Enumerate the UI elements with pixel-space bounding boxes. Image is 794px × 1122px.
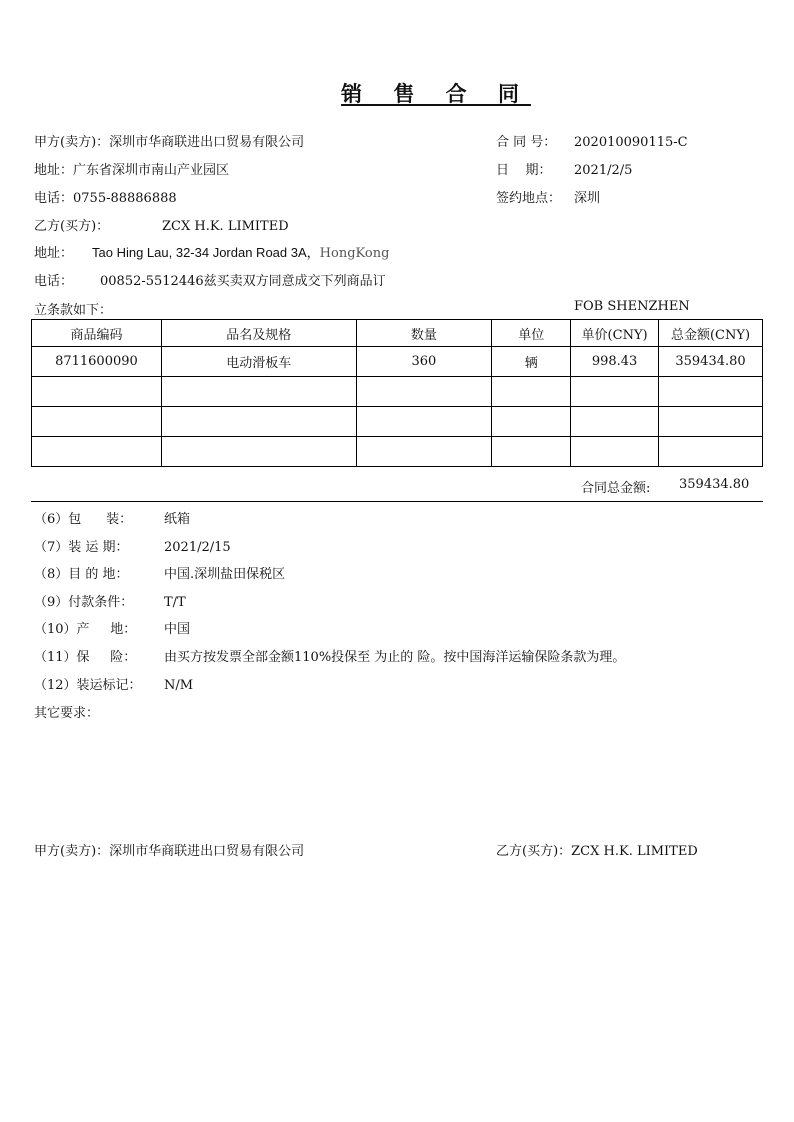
other-requirements: 其它要求： (34, 706, 100, 721)
clause-payment (34, 591, 186, 610)
clause-shipment (34, 536, 231, 555)
cell-code: 8711600090 (32, 347, 162, 377)
buyer-signature: 乙方(买方)：ZCX H.K. LIMITED (496, 844, 698, 859)
cell-quantity (356, 407, 492, 437)
cell-quantity (356, 437, 492, 467)
contract-number-row (496, 131, 688, 150)
buyer-address-city: HongKong (319, 246, 390, 261)
cell-unit (492, 377, 571, 407)
buyer-address-label: 地址： (34, 246, 74, 261)
contract-date-row (496, 159, 632, 178)
clause-packing (34, 508, 190, 527)
cell-quantity: 360 (356, 347, 492, 377)
terms-intro: 立条款如下： (34, 303, 113, 318)
header-unit-price: 单价(CNY) (571, 320, 659, 347)
cell-code (32, 407, 162, 437)
contract-date: 2021/2/5 (574, 163, 633, 178)
buyer-phone-label: 电话： (34, 274, 74, 289)
clause-value: 中国 (164, 622, 191, 637)
cell-product (161, 377, 356, 407)
clause-label: （8）目 的 地： (34, 567, 129, 582)
contract-total-label: 合同总金额: (581, 481, 651, 496)
contract-number-label: 合 同 号： (496, 135, 557, 150)
contract-date-label: 日 期： (496, 163, 552, 178)
trade-term: FOB SHENZHEN (574, 299, 690, 314)
contract-place-label: 签约地点： (496, 191, 562, 206)
clause-value: 中国.深圳盐田保税区 (164, 567, 286, 582)
header-unit: 单位 (492, 320, 571, 347)
header-code: 商品编码 (32, 320, 162, 347)
clause-label: （6）包 装： (34, 512, 133, 527)
clause-origin (34, 618, 190, 637)
contract-total-value: 359434.80 (679, 477, 750, 492)
cell-unit-price: 998.43 (571, 347, 659, 377)
buyer-label: 乙方(买方)： (34, 219, 110, 234)
table-header-row (32, 320, 763, 347)
items-table (31, 319, 763, 467)
clause-label: （12）装运标记： (34, 678, 142, 693)
cell-code (32, 437, 162, 467)
cell-product (161, 407, 356, 437)
cell-unit: 辆 (492, 347, 571, 377)
clause-value: 纸箱 (164, 512, 191, 527)
cell-unit-price (571, 377, 659, 407)
cell-unit-price (571, 437, 659, 467)
cell-unit (492, 407, 571, 437)
buyer-name: ZCX H.K. LIMITED (162, 219, 289, 234)
clause-label: （10）产 地： (34, 622, 137, 637)
seller-address: 地址：广东省深圳市南山产业园区 (34, 163, 230, 178)
clause-value: T/T (164, 595, 186, 610)
seller-signature: 甲方(卖方)：深圳市华商联进出口贸易有限公司 (34, 844, 305, 859)
buyer-address-row (34, 242, 389, 261)
cell-total (659, 377, 763, 407)
buyer-phone: 00852-5512446兹买卖双方同意成交下列商品订 (100, 274, 386, 289)
cell-unit-price (571, 407, 659, 437)
header-quantity: 数量 (356, 320, 492, 347)
clause-destination (34, 563, 285, 582)
contract-number: 202010090115-C (574, 135, 688, 150)
clause-marks (34, 674, 193, 693)
cell-code (32, 377, 162, 407)
cell-total: 359434.80 (659, 347, 763, 377)
contract-place-row (496, 187, 600, 206)
header-total: 总金额(CNY) (659, 320, 763, 347)
clause-value: N/M (164, 678, 194, 693)
cell-quantity (356, 377, 492, 407)
table-row (32, 377, 763, 407)
table-row (32, 437, 763, 467)
contract-total-row (31, 469, 763, 502)
clause-label: （7）装 运 期： (34, 540, 129, 555)
seller-phone: 电话：0755-88886888 (34, 191, 177, 206)
clause-insurance (34, 646, 625, 665)
cell-product (161, 437, 356, 467)
clause-label: （11）保 险： (34, 650, 137, 665)
clause-value: 2021/2/15 (164, 540, 231, 555)
seller-name: 甲方(卖方)：深圳市华商联进出口贸易有限公司 (34, 135, 305, 150)
cell-total (659, 437, 763, 467)
clause-label: （9）付款条件： (34, 595, 134, 610)
header-product: 品名及规格 (161, 320, 356, 347)
buyer-phone-row (34, 270, 386, 289)
contract-place: 深圳 (574, 191, 601, 206)
buyer-row (34, 215, 289, 234)
document-title: 销 售 合 同 (341, 81, 531, 106)
table-row (32, 347, 763, 377)
clause-value: 由买方按发票全部金额110%投保至 为止的 险。按中国海洋运输保险条款为理。 (164, 650, 626, 665)
table-row (32, 407, 763, 437)
cell-product: 电动滑板车 (161, 347, 356, 377)
buyer-address: Tao Hing Lau, 32-34 Jordan Road 3A， (92, 245, 320, 260)
cell-unit (492, 437, 571, 467)
cell-total (659, 407, 763, 437)
